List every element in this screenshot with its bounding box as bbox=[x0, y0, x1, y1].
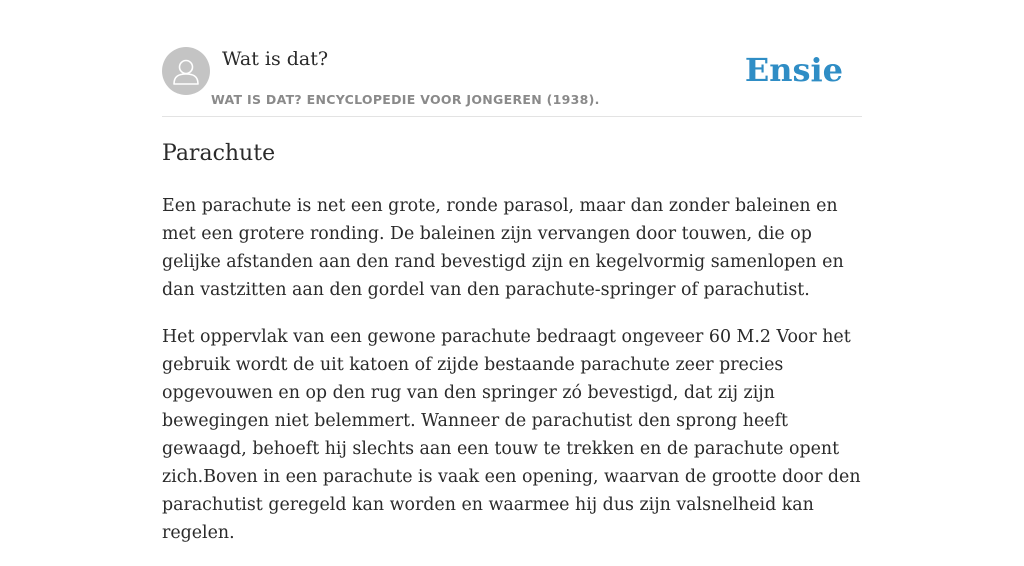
source-title[interactable]: Wat is dat? bbox=[222, 48, 329, 70]
article-body bbox=[162, 192, 867, 566]
article-paragraph: Een parachute is net een grote, ronde parasol, maar dan zonder baleinen en met een grotere ronding. De baleinen zijn vervangen door touwen, die op gelijke afstanden aan den rand bevestigd zijn en kegelvormig samenlopen en dan vastzitten aan den gordel van den parachute-springer of parachutist. bbox=[162, 196, 844, 300]
user-avatar-icon[interactable] bbox=[162, 47, 210, 95]
ensie-logo[interactable]: Ensie bbox=[744, 51, 843, 89]
article-paragraph: Het oppervlak van een gewone parachute bedraagt ongeveer 60 M.2 Voor het gebruik wordt de uit katoen of zijde bestaande parachute zeer precies opgevouwen en op den rug van den springer zó bevestigd, dat zij zijn bewegingen niet belemmert. Wanneer de parachutist den sprong heeft gewaagd, behoeft hij slechts aan een touw te trekken en de parachute opent zich.Boven in een parachute is vaak een opening, waarvan de grootte door den parachutist geregeld kan worden en waarmee hij dus zijn valsnelheid kan regelen. bbox=[162, 327, 861, 543]
source-header bbox=[162, 46, 862, 117]
source-subtitle[interactable]: WAT IS DAT? ENCYCLOPEDIE VOOR JONGEREN (1938). bbox=[211, 92, 600, 107]
article-title: Parachute bbox=[162, 141, 276, 166]
